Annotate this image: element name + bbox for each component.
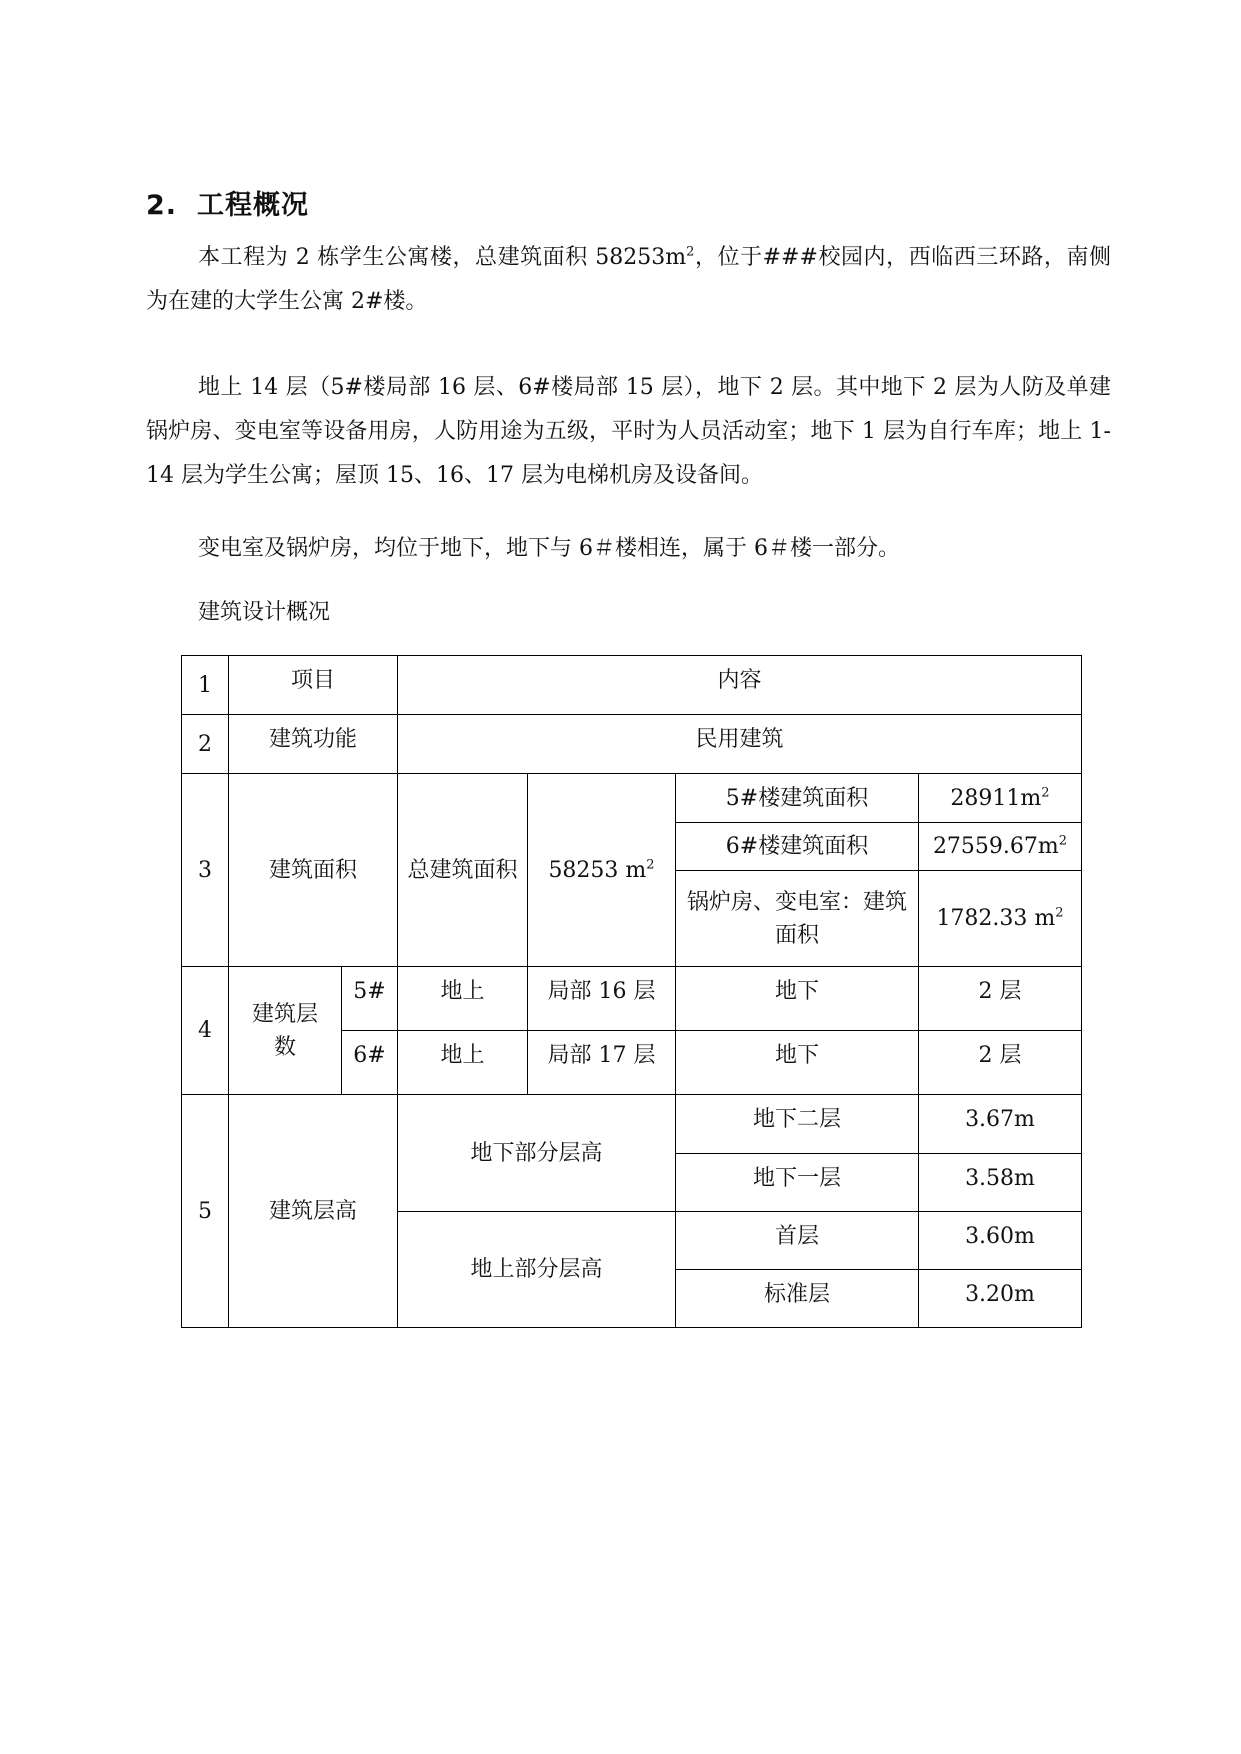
table-row: 4 建筑层数 5# 地上 局部 16 层 地下 2 层 — [182, 967, 1082, 1031]
table-row: 1 项目 内容 — [182, 656, 1082, 715]
paragraph-overview: 本工程为 2 栋学生公寓楼，总建筑面积 $58253m^2$，位于###校园内，西临西三环路，南侧为在建的大学生公寓 2#楼。 — [146, 244, 1112, 314]
section-heading — [146, 183, 309, 222]
table-row: 3 建筑面积 总建筑面积 58253 $m^2$ 5#楼建筑面积 $28911m^2$ — [182, 774, 1082, 823]
section-number: 2. — [146, 190, 178, 221]
table-row: 锅炉房、变电室：建筑面积 1782.33 $m^2$ — [182, 871, 1082, 967]
table-row: 6# 地上 局部 17 层 地下 2 层 — [182, 1031, 1082, 1095]
table-row: 地下一层 3.58m — [182, 1154, 1082, 1212]
paragraph-floors: 地上 14 层（5#楼局部 16 层、6#楼局部 15 层），地下 2 层。其中地下 2 层为人防及单建锅炉房、变电室等设备用房，人防用途为五级，平时为人员活动室；地下 1 层为自行车库；地上 1-14 层为学生公寓；屋顶 15、16、17 层为电梯机房及设备间。 — [146, 375, 1111, 488]
paragraph-equipment-rooms: 变电室及锅炉房，均位于地下，地下与 6＃楼相连，属于 6＃楼一部分。 — [198, 536, 900, 561]
table-row: 2 建筑功能 民用建筑 — [182, 715, 1082, 774]
section-title: 工程概况 — [197, 190, 310, 221]
table-row: 标准层 3.20m — [182, 1270, 1082, 1328]
table-row: 5 建筑层高 地下部分层高 地下二层 3.67m — [182, 1095, 1082, 1154]
design-overview-table — [181, 655, 1082, 1328]
table-caption: 建筑设计概况 — [198, 600, 331, 625]
table-row: 6#楼建筑面积 $27559.67m^2$ — [182, 823, 1082, 871]
table-row: 地上部分层高 首层 3.60m — [182, 1212, 1082, 1270]
